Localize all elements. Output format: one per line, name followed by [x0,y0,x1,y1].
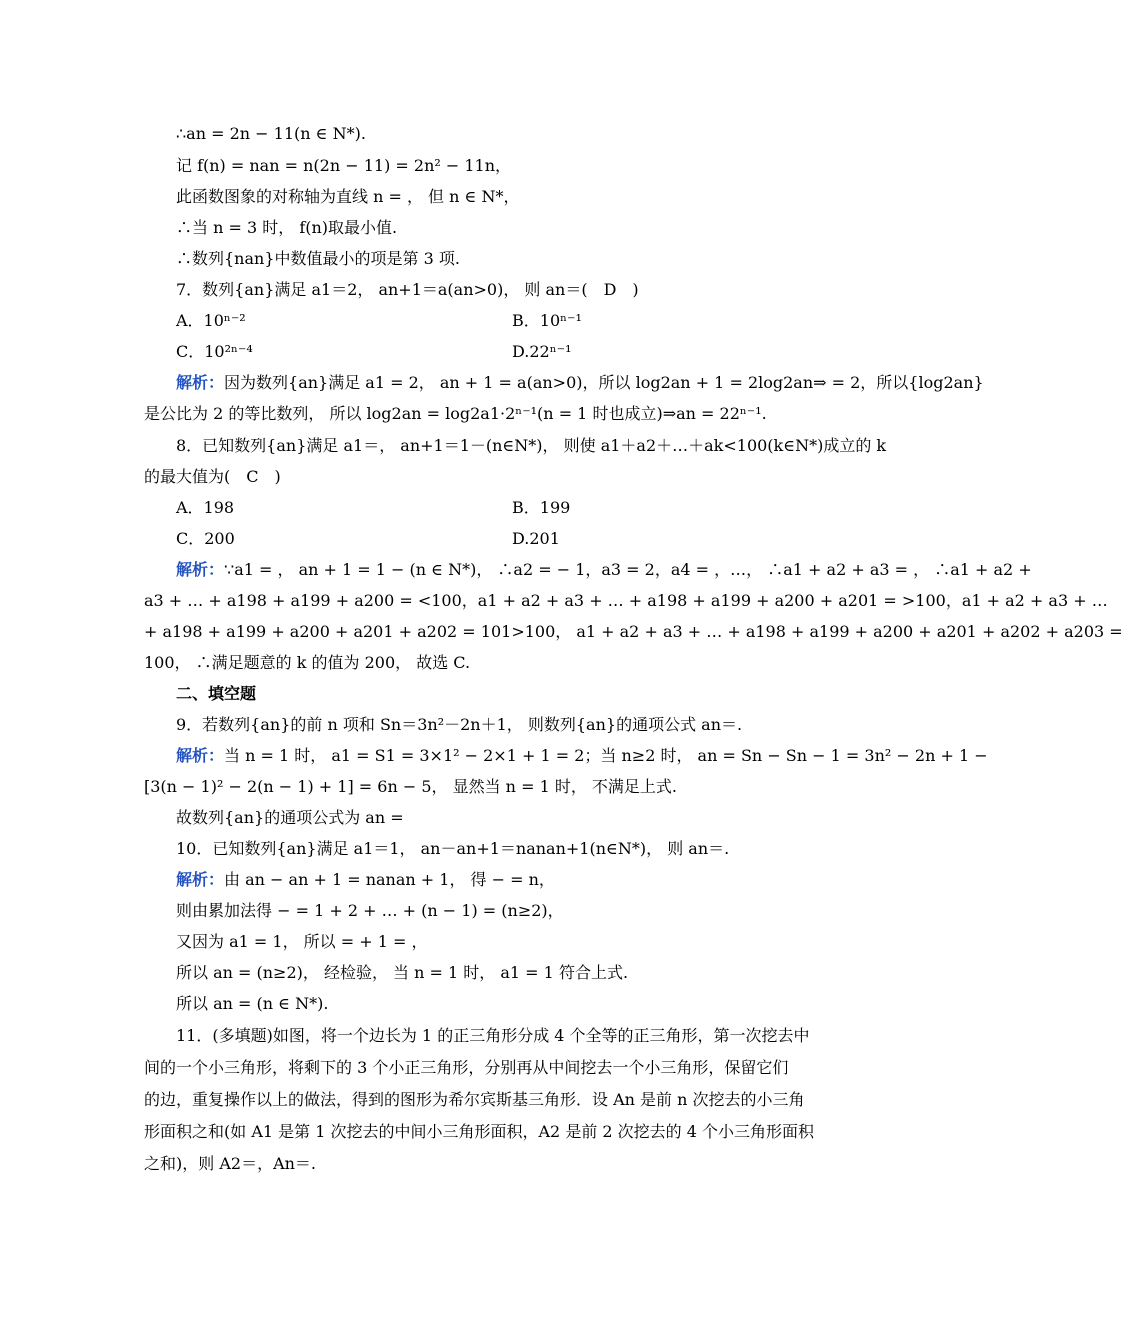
line-text: 记 f(n) = nan = n(2n − 11) = 2n² − 11n， [176,156,512,175]
text-line [176,280,639,300]
text-line [144,404,767,424]
text-line [176,932,427,952]
text-line [144,653,470,673]
line-text: ∴数列{nan}中数值最小的项是第 3 项. [176,249,460,268]
line-text: D.201 [512,529,560,548]
text-line [144,591,1108,611]
text-line [176,156,511,176]
line-text: 之和)，则 A2＝，An＝. [144,1154,317,1173]
line-text: 二、填空题 [176,684,257,703]
line-text: 8．已知数列{an}满足 a1＝， an+1＝1－(n∈N*)， 则使 a1＋a2＋…＋ak<100(k∈N*)成立的 k [176,436,887,455]
text-line [176,311,246,331]
text-line [512,529,560,549]
text-line [176,994,328,1014]
line-text: 11．(多填题)如图，将一个边长为 1 的正三角形分成 4 个全等的正三角形，第一次挖去中 [176,1026,810,1045]
line-text: 9．若数列{an}的前 n 项和 Sn＝3n²－2n＋1， 则数列{an}的通项公式 an＝. [176,715,743,734]
text-line [144,1058,788,1078]
analysis-label: 解析： [176,870,225,889]
text-line [176,746,988,766]
line-text: 10．已知数列{an}满足 a1＝1， an－an+1＝nanan+1(n∈N*)， 则 an＝. [176,839,730,858]
line-text: 形面积之和(如 A1 是第 1 次挖去的中间小三角形面积，A2 是前 2 次挖去的 4 个小三角形面积 [144,1122,815,1141]
text-line [176,218,397,238]
text-line [512,311,582,331]
line-text: B．199 [512,498,571,517]
line-text: 因为数列{an}满足 a1 = 2， an + 1 = a(an>0)，所以 log2an + 1 = 2log2an⇒ = 2，所以{log2an} [224,373,984,392]
text-line [176,1026,810,1046]
text-line [176,342,253,362]
text-line [144,1090,805,1110]
text-line [176,870,555,890]
text-line [176,498,234,518]
line-text: 间的一个小三角形，将剩下的 3 个小正三角形，分别再从中间挖去一个小三角形，保留它们 [144,1058,789,1077]
text-line [176,684,256,704]
line-text: 100， ∴满足题意的 k 的值为 200， 故选 C. [144,653,471,672]
text-line [176,124,366,144]
line-text: A．10ⁿ⁻² [176,311,246,330]
text-line [176,901,564,921]
line-text: 此函数图象的对称轴为直线 n = ， 但 n ∈ N*， [176,187,520,206]
line-text: 又因为 a1 = 1， 所以 = + 1 = ， [176,932,428,951]
text-line [176,373,984,393]
line-text: A．198 [176,498,235,517]
line-text: C．10²ⁿ⁻⁴ [176,342,253,361]
line-text: + a198 + a199 + a200 + a201 + a202 = 101>100， a1 + a2 + a3 + … + a198 + a199 + a200 + a201 + a202 + a203 = [144,622,1123,641]
line-text: 则由累加法得 − = 1 + 2 + … + (n − 1) = (n≥2)， [176,901,564,920]
text-line [144,467,281,487]
text-line [144,1122,814,1142]
line-text: B．10ⁿ⁻¹ [512,311,582,330]
text-line [176,715,742,735]
line-text: [3(n − 1)² − 2(n − 1) + 1] = 6n − 5， 显然当 n = 1 时， 不满足上式. [144,777,678,796]
line-text: 故数列{an}的通项公式为 an = [176,808,404,827]
text-line [176,963,628,983]
text-line [144,1154,316,1174]
text-line [144,622,1123,642]
text-line [176,249,460,269]
line-text: C．200 [176,529,235,548]
text-line [176,529,235,549]
text-line [176,187,519,207]
text-line [176,839,729,859]
line-text: 的最大值为( C ) [144,467,281,486]
analysis-label: 解析： [176,560,225,579]
line-text: 的边，重复操作以上的做法，得到的图形为希尔宾斯基三角形．设 An 是前 n 次挖去的小三角 [144,1090,805,1109]
text-line [176,808,404,828]
line-text: ∴an = 2n − 11(n ∈ N*). [176,124,366,143]
text-line [144,777,677,797]
line-text: 是公比为 2 的等比数列， 所以 log2an = log2a1·2ⁿ⁻¹(n = 1 时也成立)⇒an = 22ⁿ⁻¹. [144,404,767,423]
line-text: 当 n = 1 时， a1 = S1 = 3×1² − 2×1 + 1 = 2；当 n≥2 时， an = Sn − Sn − 1 = 3n² − 2n + 1 − [224,746,988,765]
line-text: a3 + … + a198 + a199 + a200 = <100，a1 + a2 + a3 + … + a198 + a199 + a200 + a201 = >100，a1 + a2 + a3 + … [144,591,1108,610]
text-line [176,436,886,456]
line-text: 7．数列{an}满足 a1＝2， an+1＝a(an>0)， 则 an＝( D ) [176,280,639,299]
line-text: 所以 an = (n ∈ N*). [176,994,329,1013]
line-text: ∴当 n = 3 时， f(n)取最小值. [176,218,398,237]
analysis-label: 解析： [176,373,225,392]
analysis-label: 解析： [176,746,225,765]
text-line [512,342,571,362]
line-text: 所以 an = (n≥2)， 经检验， 当 n = 1 时， a1 = 1 符合上式. [176,963,629,982]
line-text: ∵a1 = ， an + 1 = 1 − (n ∈ N*)， ∴a2 = − 1，a3 = 2，a4 = ，…， ∴a1 + a2 + a3 = ， ∴a1 + a2 + [224,560,1032,579]
line-text: D.22ⁿ⁻¹ [512,342,572,361]
line-text: 由 an − an + 1 = nanan + 1， 得 − = n， [224,870,555,889]
text-line [176,560,1032,580]
text-line [512,498,570,518]
